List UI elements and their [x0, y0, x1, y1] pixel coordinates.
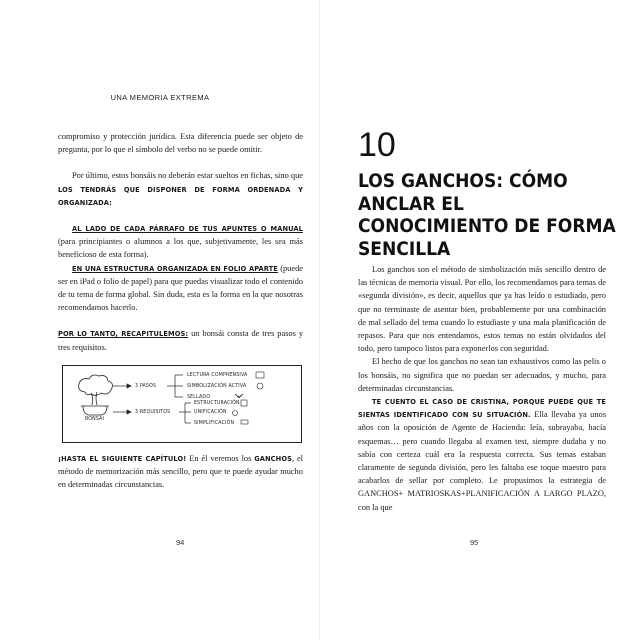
- paso-item: LECTURA COMPRENSIVA: [187, 372, 248, 378]
- pasos-label: 3 PASOS: [135, 383, 157, 389]
- highlight-text: TE CUENTO EL CASO DE CRISTINA, PORQUE PUEDE QUE TE SIENTAS IDENTIFICADO CON SU SITUACIÓN.: [358, 397, 606, 420]
- paragraph: ¡HASTA EL SIGUIENTE CAPÍTULO! En él veremos los GANCHOS, el método de memorización más sencillo, pero que te puede ayudar mucho en determinadas circunstancias.: [58, 454, 303, 490]
- paragraph: Por último, estos bonsáis no deberán estar sueltos en fichas, sino que LOS TENDRÁS QUE DISPONER DE FORMA ORDENADA Y ORGANIZADA:: [58, 171, 303, 207]
- chapter-number: 10: [358, 126, 396, 164]
- paragraph: compromiso y protección jurídica. Esta diferencia puede ser objeto de pregunta, por lo que el símbolo del verbo no se puede omitir.: [58, 132, 303, 155]
- book-icon: [256, 372, 264, 378]
- tree-label: BONSÁI: [85, 416, 105, 422]
- requisitos-label: 3 REQUISITOS: [135, 409, 171, 415]
- paragraph: El hecho de que los ganchos no sean tan exhaustivos como las pelis o los bonsáis, no significa que no puedan ser adecuados, y mucho, para determinadas circunstancias.: [358, 357, 606, 393]
- page-number: 95: [470, 538, 479, 547]
- right-page: [320, 0, 640, 640]
- seal-icon: [235, 394, 243, 398]
- diagram-lines: [63, 366, 303, 444]
- unify-icon: [233, 411, 238, 416]
- bonsai-tree-icon: [79, 375, 113, 415]
- simplify-icon: [241, 420, 248, 424]
- paragraph: EN UNA ESTRUCTURA ORGANIZADA EN FOLIO APARTE (puede ser en iPad o folio de papel) para que puedas visualizar todo el contenido de tu tema de forma global. Sin duda, esta es la forma en la que nosotras recomendamos hacerlo.: [58, 263, 303, 313]
- highlight-text: LOS TENDRÁS QUE DISPONER DE FORMA ORDENADA Y ORGANIZADA:: [58, 184, 303, 207]
- paso-item: SELLADO: [187, 394, 211, 400]
- highlight-text: POR LO TANTO, RECAPITULEMOS:: [58, 329, 189, 339]
- right-body: [358, 263, 606, 514]
- page-number: 94: [176, 538, 185, 547]
- highlight-text: EN UNA ESTRUCTURA ORGANIZADA EN FOLIO APARTE: [72, 263, 278, 273]
- paragraph: POR LO TANTO, RECAPITULEMOS: un bonsái consta de tres pasos y tres requisitos.: [58, 329, 304, 352]
- highlight-text: AL LADO DE CADA PÁRRAFO DE TUS APUNTES O MANUAL: [72, 224, 303, 234]
- chapter-title: LOS GANCHOS: CÓMO ANCLAR EL CONOCIMIENTO DE FORMA SENCILLA: [358, 170, 616, 260]
- running-head: UNA MEMORIA EXTREMA: [110, 93, 210, 102]
- left-body-bottom: [58, 452, 303, 492]
- requisito-item: SIMPLIFICACIÓN: [194, 420, 235, 426]
- requisito-item: ESTRUCTURACIÓN: [194, 400, 240, 406]
- eye-icon: [257, 383, 263, 389]
- paragraph: Los ganchos son el método de simbolización más sencillo dentro de las técnicas de memoria visual. Por ello, los recomendamos para temas de «segunda división», es decir, aquellos que ya has leído o estudiado, pero que no terminaste de asentar bien, probablemente por una combinación de mal sellado del tema cuando lo estudiaste y una mala planificación de repasos. Para que nos entendamos, estos temas no están olvidados del todo, pero tampoco listos para exponerlos con seguridad.: [358, 265, 606, 354]
- paso-item: SIMBOLIZACIÓN ACTIVA: [187, 383, 247, 389]
- bonsai-diagram: [62, 365, 302, 443]
- paragraph: AL LADO DE CADA PÁRRAFO DE TUS APUNTES O MANUAL (para principiantes o alumnos a los que, subjetivamente, les sea más beneficioso de esta forma).: [58, 224, 303, 260]
- requisito-item: UNIFICACIÓN: [194, 409, 227, 415]
- highlight-text: GANCHOS: [254, 454, 292, 463]
- paragraph: TE CUENTO EL CASO DE CRISTINA, PORQUE PUEDE QUE TE SIENTAS IDENTIFICADO CON SU SITUACIÓN. Ella llevaba ya unos años con la oposición de Agente de Hacienda: leía, subrayaba, hacía esquemas… pero cuando llegaba al examen test, siempre dudaba y no sabía con certeza cuál era la respuesta correcta. Sus temas estaban claramente de segunda división, pero les faltaba ese toque maestro para acabarlos de sellar por completo. Le propusimos la estrategia de GANCHOS+ MATRIOSKAS+PLANIFICACIÓN A LARGO PLAZO, con la que: [358, 397, 606, 512]
- left-body-top: [58, 130, 303, 354]
- highlight-text: ¡HASTA EL SIGUIENTE CAPÍTULO!: [58, 454, 187, 463]
- structure-icon: [241, 400, 247, 406]
